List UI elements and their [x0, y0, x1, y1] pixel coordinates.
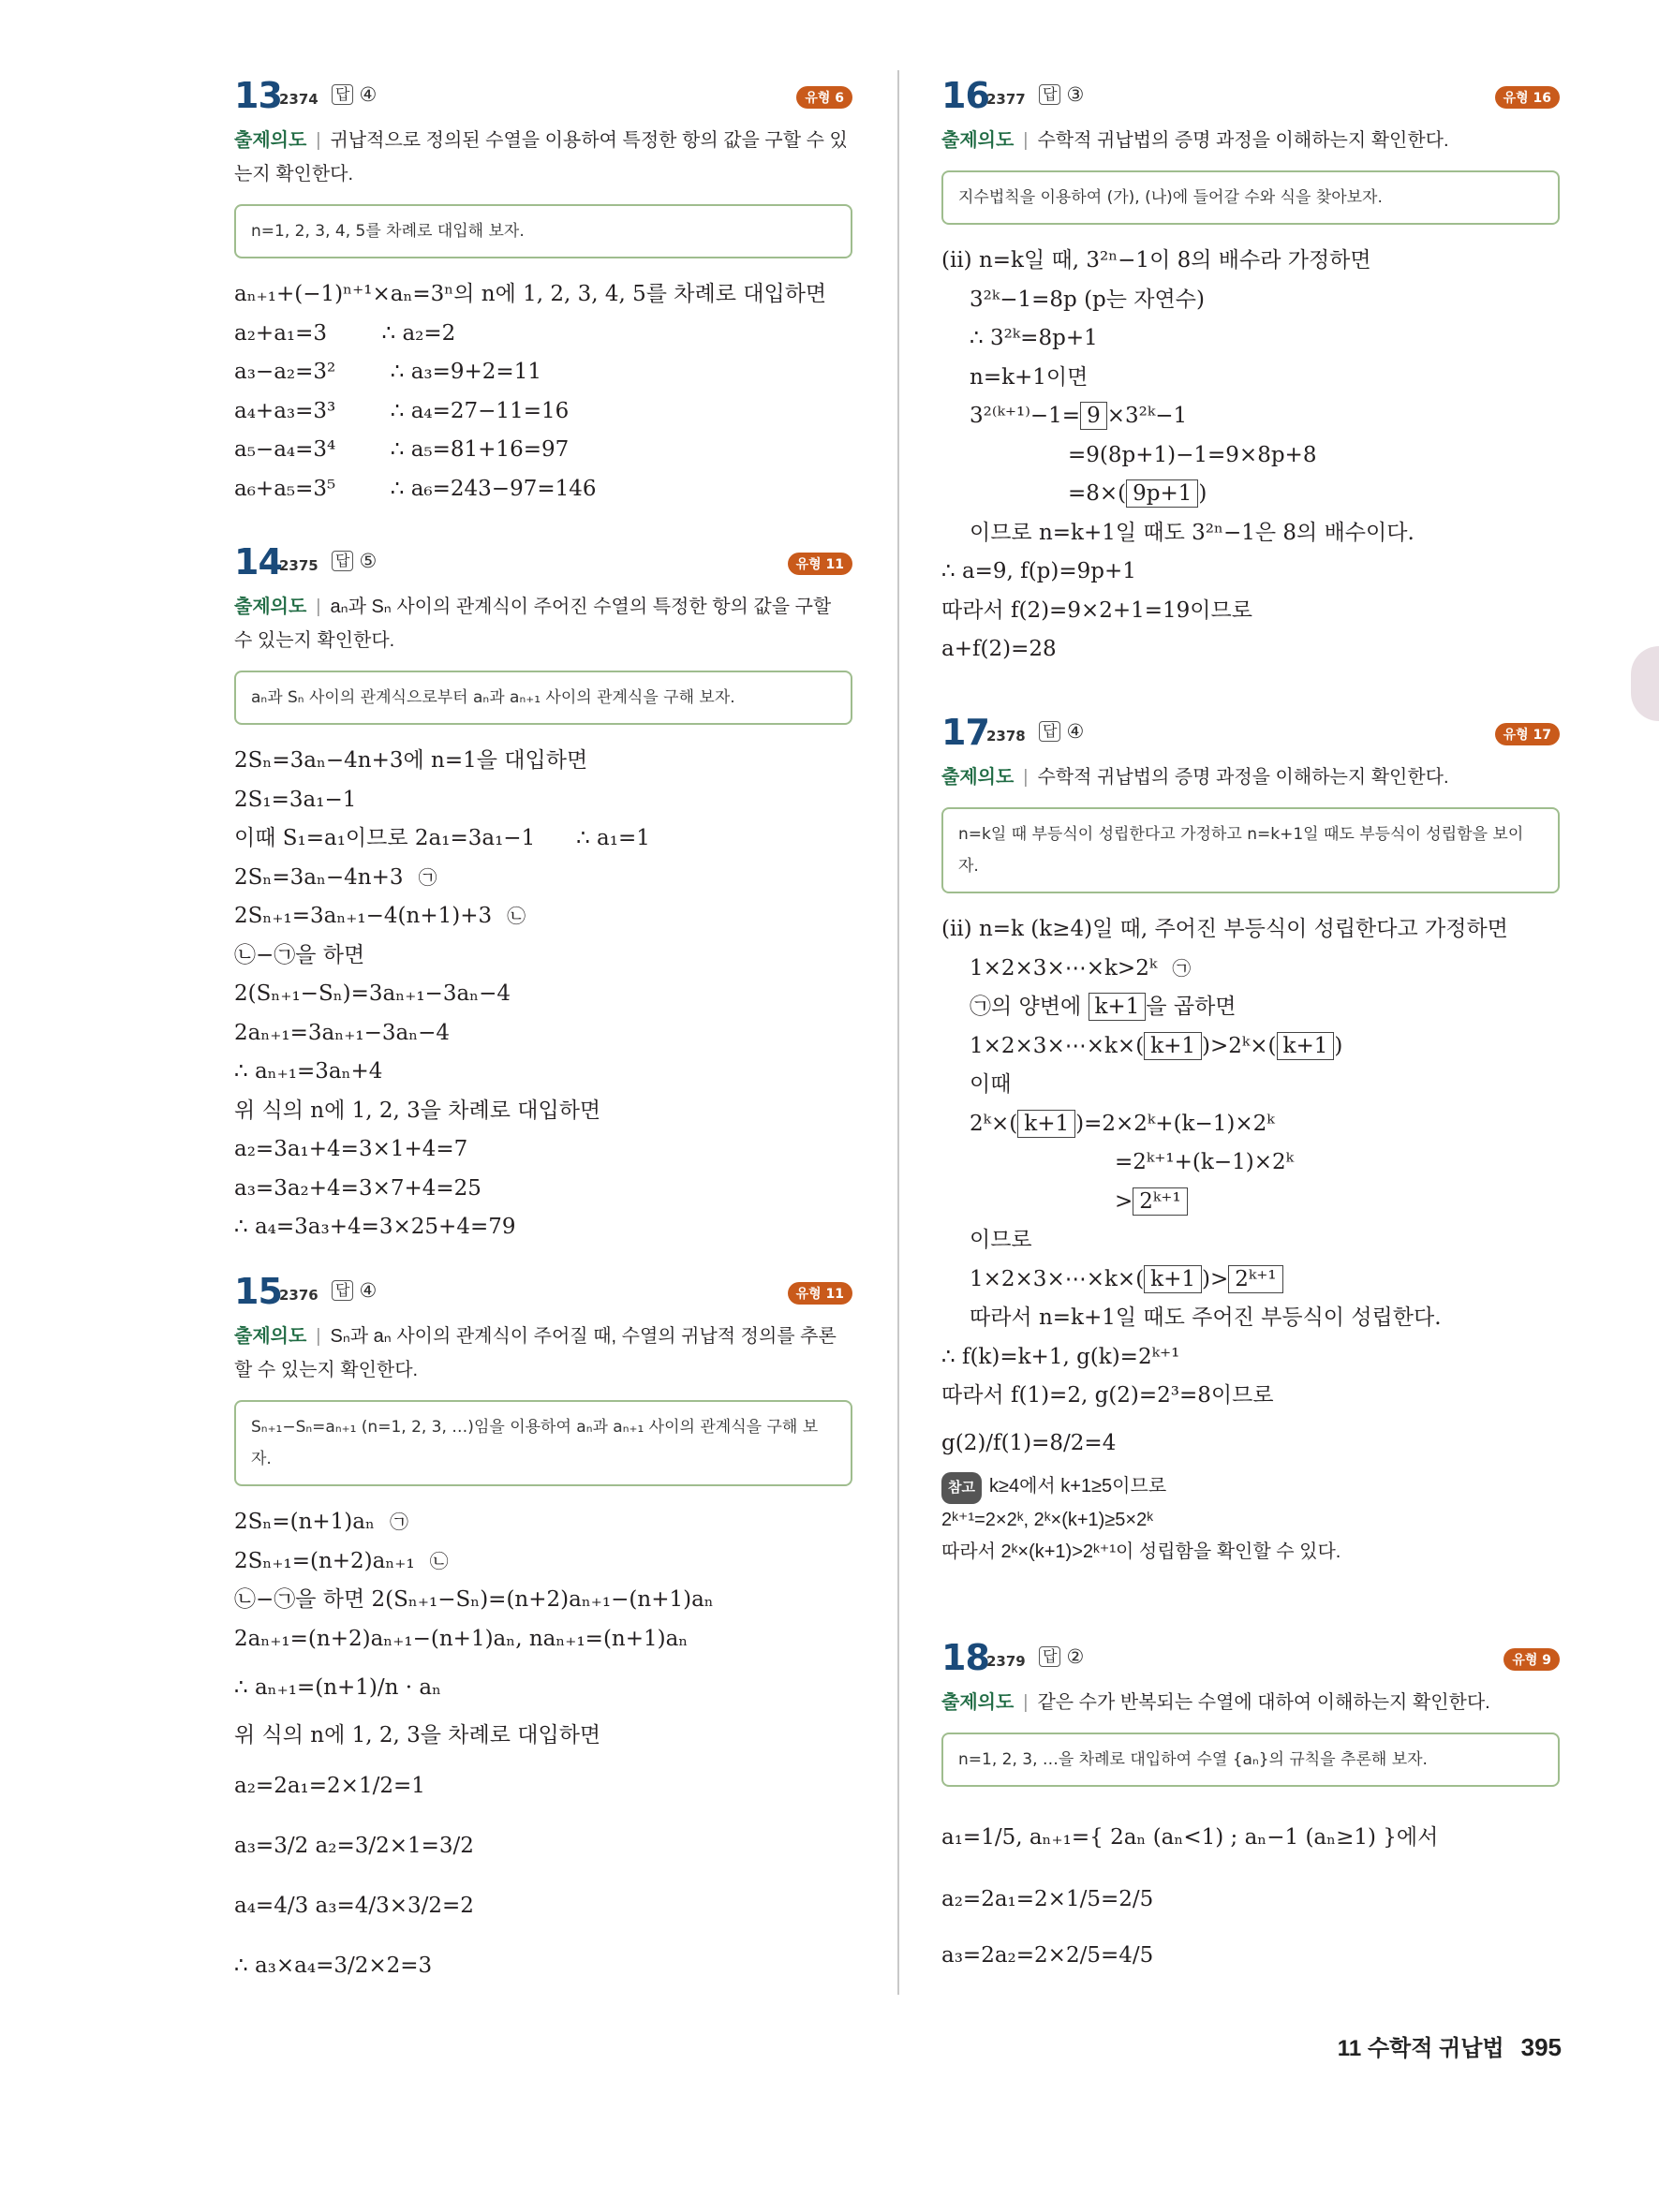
- solution: [234, 275, 852, 509]
- problem-13: [234, 75, 852, 509]
- solution-line: =9(8p+1)−1=9×8p+8: [1068, 442, 1317, 467]
- answer: 답 ⑤: [332, 550, 377, 572]
- solution-line: a₃−a₂=3² ∴ a₃=9+2=11: [234, 360, 541, 384]
- circled-mark-icon: ㉡: [429, 1549, 449, 1572]
- problem-16: [941, 75, 1560, 670]
- hint-box: Sₙ₊₁−Sₙ=aₙ₊₁ (n=1, 2, 3, …)임을 이용하여 aₙ과 aₙ₊₁ 사이의 관계식을 구해 보자.: [234, 1400, 852, 1486]
- circled-mark-icon: ㉠: [418, 865, 437, 889]
- problem-code: 2375: [279, 557, 318, 574]
- solution-line: 1×2×3×⋯×k×( k+1 )> 2ᵏ⁺¹: [941, 1261, 1560, 1300]
- solution-line: 2aₙ₊₁=3aₙ₊₁−3aₙ−4: [234, 1020, 451, 1045]
- problem-number: 17: [941, 712, 989, 753]
- problem-header: [941, 712, 1560, 759]
- solution-line: a₂+a₁=3 ∴ a₂=2: [234, 320, 456, 346]
- solution-line: 이므로 n=k+1일 때도 3²ⁿ−1은 8의 배수이다.: [970, 520, 1415, 545]
- problem-code: 2377: [986, 91, 1026, 108]
- answer: 답 ②: [1039, 1645, 1084, 1668]
- solution-line: 2aₙ₊₁=(n+2)aₙ₊₁−(n+1)aₙ, naₙ₊₁=(n+1)aₙ: [234, 1626, 689, 1651]
- solution-line: 따라서 f(2)=9×2+1=19이므로: [941, 597, 1252, 623]
- problem-header: [941, 75, 1560, 122]
- solution: [941, 1804, 1560, 1983]
- problem-code: 2379: [986, 1653, 1026, 1670]
- solution-line: > 2ᵏ⁺¹: [941, 1183, 1560, 1222]
- hint-box: 지수법칙을 이용하여 (가), (나)에 들어갈 수와 식을 찾아보자.: [941, 170, 1560, 225]
- blank-box: 2ᵏ⁺¹: [1133, 1187, 1187, 1216]
- problem-18: [941, 1637, 1560, 1983]
- blank-box: 9p+1: [1126, 479, 1198, 508]
- answer-label-icon: 답: [332, 84, 353, 105]
- type-badge: 유형 11: [788, 553, 852, 575]
- solution-line: 3²ᵏ−1=8p (p는 자연수): [970, 287, 1205, 312]
- solution-line: a₂=2a₁=2×1/5=2/5: [941, 1887, 1154, 1911]
- solution-line: a₆+a₅=3⁵ ∴ a₆=243−97=146: [234, 476, 597, 501]
- solution-line: a₃=3a₂+4=3×7+4=25: [234, 1175, 481, 1201]
- answer: 답 ④: [332, 83, 377, 106]
- reference-note: 참고 k≥4에서 k+1≥5이므로 2ᵏ⁺¹=2×2ᵏ, 2ᵏ×(k+1)≥5×2ᵏ 따라서 2ᵏ×(k+1)>2ᵏ⁺¹이 성립함을 확인할 수 있다.: [941, 1470, 1560, 1568]
- solution-line: 2Sₙ=3aₙ−4n+3에 n=1을 대입하면: [234, 748, 588, 773]
- chapter-title: 11 수학적 귀납법: [1337, 2036, 1504, 2061]
- intent: 출제의도 | 귀납적으로 정의된 수열을 이용하여 특정한 항의 값을 구할 수 있는지 확인한다.: [234, 130, 848, 184]
- intent: 출제의도 | 같은 수가 반복되는 수열에 대하여 이해하는지 확인한다.: [941, 1692, 1490, 1713]
- answer-label-icon: 답: [1039, 84, 1060, 105]
- hint-box: n=k일 때 부등식이 성립한다고 가정하고 n=k+1일 때도 부등식이 성립함을 보이자.: [941, 807, 1560, 893]
- dotted-equation: 2Sₙ=3aₙ−4n+3 ㉠: [234, 864, 437, 890]
- answer-label-icon: 답: [1039, 1646, 1060, 1667]
- solution-line: a₂=2a₁=2×1/2=1: [234, 1773, 425, 1798]
- intent: 출제의도 | Sₙ과 aₙ 사이의 관계식이 주어질 때, 수열의 귀납적 정의를 추론할 수 있는지 확인한다.: [234, 1326, 837, 1380]
- solution-line: a₂=3a₁+4=3×1+4=7: [234, 1137, 468, 1161]
- type-badge: 유형 6: [796, 86, 852, 109]
- hint-box: aₙ과 Sₙ 사이의 관계식으로부터 aₙ과 aₙ₊₁ 사이의 관계식을 구해 보자.: [234, 671, 852, 725]
- answer-label-icon: 답: [1039, 721, 1060, 742]
- solution-line: ㉡−㉠을 하면: [234, 942, 365, 967]
- solution-line: 이때: [970, 1072, 1012, 1097]
- hint-box: n=1, 2, 3, 4, 5를 차례로 대입해 보자.: [234, 204, 852, 258]
- problem-header: [941, 1637, 1560, 1684]
- solution-line: a₄=4/3 a₃=4/3×3/2=2: [234, 1893, 474, 1918]
- solution-line: a₅−a₄=3⁴ ∴ a₅=81+16=97: [234, 437, 570, 462]
- blank-box: k+1: [1144, 1032, 1202, 1060]
- solution-line: n=k+1이면: [970, 364, 1089, 390]
- hint-box: n=1, 2, 3, …을 차례로 대입하여 수열 {aₙ}의 규칙을 추론해 보자.: [941, 1733, 1560, 1787]
- solution: [941, 242, 1560, 670]
- solution-line: a₃=2a₂=2×2/5=4/5: [941, 1943, 1154, 1968]
- type-badge: 유형 11: [788, 1282, 852, 1305]
- page-footer: [1338, 2029, 1562, 2062]
- blank-box: k+1: [1017, 1110, 1075, 1138]
- solution-line: ∴ f(k)=k+1, g(k)=2ᵏ⁺¹: [941, 1344, 1180, 1369]
- type-badge: 유형 17: [1495, 723, 1560, 745]
- solution-line: a₃=3/2 a₂=3/2×1=3/2: [234, 1833, 474, 1858]
- dotted-equation: 2Sₙ₊₁=(n+2)aₙ₊₁ ㉡: [234, 1548, 449, 1573]
- answer: 답 ④: [332, 1279, 377, 1302]
- solution-line: ㉡−㉠을 하면 2(Sₙ₊₁−Sₙ)=(n+2)aₙ₊₁−(n+1)aₙ: [234, 1587, 714, 1612]
- solution-line: 2S₁=3a₁−1: [234, 787, 357, 812]
- intent: 출제의도 | 수학적 귀납법의 증명 과정을 이해하는지 확인한다.: [941, 767, 1449, 788]
- problem-number: 18: [941, 1637, 989, 1678]
- circled-mark-icon: ㉠: [1172, 956, 1192, 980]
- blank-box: k+1: [1277, 1032, 1335, 1060]
- solution-line: (ii) n=k (k≥4)일 때, 주어진 부등식이 성립한다고 가정하면: [941, 917, 1508, 941]
- solution-line: 1×2×3×⋯×k×( k+1 )>2ᵏ×( k+1 ): [970, 1033, 1343, 1058]
- answer: 답 ④: [1039, 720, 1084, 743]
- reference-line: 따라서 2ᵏ×(k+1)>2ᵏ⁺¹이 성립함을 확인할 수 있다.: [941, 1541, 1341, 1562]
- solution-line: a₁=1/5, aₙ₊₁={ 2aₙ (aₙ<1) ; aₙ−1 (aₙ≥1) }에서: [941, 1825, 1439, 1850]
- page-number: 395: [1520, 2033, 1562, 2061]
- solution-line: ∴ aₙ₊₁=(n+1)/n · aₙ: [234, 1675, 442, 1700]
- problem-number: 14: [234, 541, 282, 582]
- blank-box: 2ᵏ⁺¹: [1228, 1265, 1282, 1293]
- problem-code: 2376: [279, 1287, 318, 1304]
- solution-line: 위 식의 n에 1, 2, 3을 차례로 대입하면: [234, 1098, 601, 1123]
- solution-line: ∴ a=9, f(p)=9p+1: [941, 559, 1136, 583]
- problem-number: 15: [234, 1271, 282, 1312]
- problem-code: 2378: [986, 728, 1026, 745]
- solution-line: 따라서 f(1)=2, g(2)=2³=8이므로: [941, 1383, 1274, 1408]
- solution-line: (ii) n=k일 때, 3²ⁿ−1이 8의 배수라 가정하면: [941, 248, 1371, 273]
- solution-line: g(2)/f(1)=8/2=4: [941, 1430, 1117, 1455]
- solution-line: aₙ₊₁+(−1)ⁿ⁺¹×aₙ=3ⁿ의 n에 1, 2, 3, 4, 5를 차례로 대입하면: [234, 282, 827, 306]
- intent: 출제의도 | aₙ과 Sₙ 사이의 관계식이 주어진 수열의 특정한 항의 값을 구할 수 있는지 확인한다.: [234, 597, 832, 651]
- problem-17: [941, 712, 1560, 1568]
- problem-header: [234, 541, 852, 588]
- answer: 답 ③: [1039, 83, 1084, 106]
- solution: [941, 910, 1560, 1470]
- dotted-equation: 2Sₙ=(n+1)aₙ ㉠: [234, 1510, 408, 1534]
- reference-line: 2ᵏ⁺¹=2×2ᵏ, 2ᵏ×(k+1)≥5×2ᵏ: [941, 1509, 1153, 1530]
- solution-line: 2(Sₙ₊₁−Sₙ)=3aₙ₊₁−3aₙ−4: [234, 981, 511, 1006]
- problem-number: 13: [234, 75, 282, 116]
- solution-line: a₄+a₃=3³ ∴ a₄=27−11=16: [234, 398, 570, 423]
- solution-line: ∴ a₄=3a₃+4=3×25+4=79: [234, 1215, 516, 1239]
- solution-line: 위 식의 n에 1, 2, 3을 차례로 대입하면: [234, 1723, 601, 1747]
- problem-14: [234, 541, 852, 1247]
- blank-box: k+1: [1089, 993, 1147, 1021]
- chapter-side-tab: [1631, 646, 1659, 721]
- problem-code: 2374: [279, 91, 318, 108]
- solution-line: ∴ aₙ₊₁=3aₙ+4: [234, 1059, 383, 1084]
- problem-header: [234, 75, 852, 122]
- blank-box: 9: [1080, 402, 1107, 430]
- column-divider: [897, 70, 899, 1995]
- solution-line: 이므로: [970, 1228, 1032, 1252]
- circled-mark-icon: ㉡: [507, 905, 526, 927]
- solution-line: =2ᵏ⁺¹+(k−1)×2ᵏ: [1115, 1150, 1295, 1174]
- solution: [234, 742, 852, 1247]
- type-badge: 유형 16: [1495, 86, 1560, 109]
- problem-number: 16: [941, 75, 989, 116]
- solution-line: 3²⁽ᵏ⁺¹⁾−1= 9 ×3²ᵏ−1: [970, 404, 1188, 428]
- intent: 출제의도 | 수학적 귀납법의 증명 과정을 이해하는지 확인한다.: [941, 130, 1449, 151]
- type-badge: 유형 9: [1503, 1648, 1560, 1671]
- solution-line: ∴ a₃×a₄=3/2×2=3: [234, 1953, 433, 1978]
- answer-label-icon: 답: [332, 1280, 353, 1301]
- solution: [234, 1503, 852, 1996]
- blank-box: k+1: [1144, 1265, 1202, 1293]
- solution-line: 2ᵏ×( k+1 )=2×2ᵏ+(k−1)×2ᵏ: [970, 1111, 1275, 1136]
- solution-line: 따라서 n=k+1일 때도 주어진 부등식이 성립한다.: [970, 1305, 1442, 1330]
- solution-line: 이때 S₁=a₁이므로 2a₁=3a₁−1 ∴ a₁=1: [234, 826, 650, 850]
- dotted-equation: 2Sₙ₊₁=3aₙ₊₁−4(n+1)+3 ㉡: [234, 904, 526, 928]
- circled-mark-icon: ㉠: [389, 1511, 408, 1533]
- problem-15: [234, 1271, 852, 1996]
- dotted-equation: 1×2×3×⋯×k>2ᵏ ㉠: [970, 955, 1192, 981]
- solution-line: ㉠의 양변에 k+1 을 곱하면: [970, 995, 1237, 1019]
- problem-header: [234, 1271, 852, 1318]
- solution-line: ∴ 3²ᵏ=8p+1: [970, 326, 1098, 350]
- reference-tag: 참고: [941, 1472, 982, 1504]
- answer-label-icon: 답: [332, 551, 353, 571]
- solution-line: =8×( 9p+1 ): [1068, 481, 1207, 506]
- solution-line: a+f(2)=28: [941, 637, 1057, 661]
